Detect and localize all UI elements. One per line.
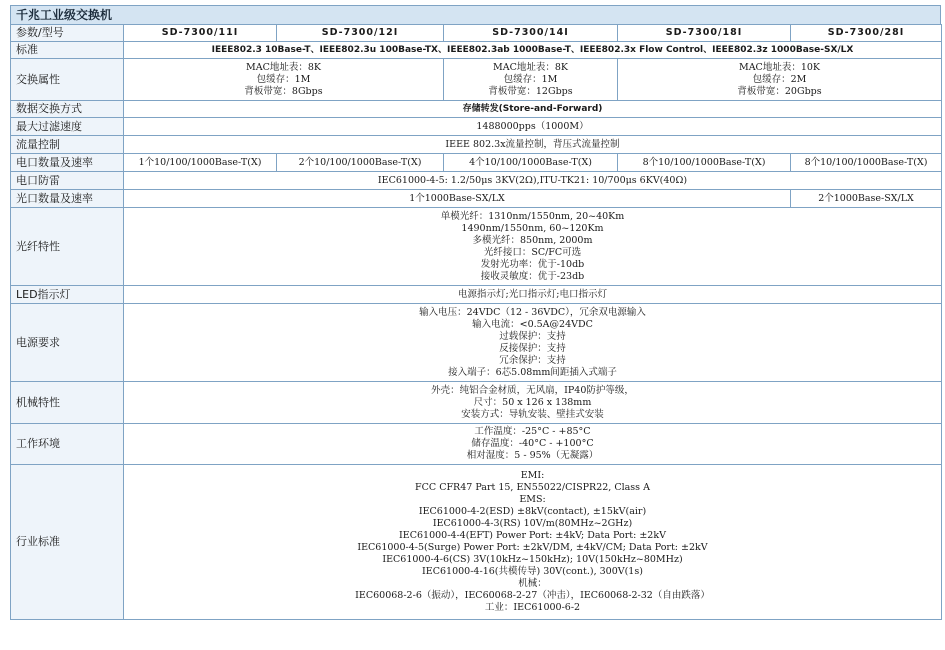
industry-line: EMS: <box>519 494 546 505</box>
row-label: 流量控制 <box>11 136 124 154</box>
fiber-line: 1490nm/1550nm, 60~120Km <box>461 222 604 234</box>
row-label: 光口数量及速率 <box>11 190 124 208</box>
header-row <box>11 25 942 42</box>
switching-line: 背板带宽：20Gbps <box>737 85 822 97</box>
lightning-value: IEC61000-4-5: 1.2/50μs 3KV(2Ω),ITU-TK21: 10/700μs 6KV(40Ω) <box>124 172 942 190</box>
electric-ports-value: 8个10/100/1000Base-T(X) <box>791 154 942 172</box>
switching-cell <box>618 59 942 101</box>
switching-line: MAC地址表：8K <box>493 61 568 73</box>
filter-speed-value: 1488000pps（1000M） <box>124 118 942 136</box>
electric-ports-value: 4个10/100/1000Base-T(X) <box>444 154 618 172</box>
row-label: 电口数量及速率 <box>11 154 124 172</box>
switching-cell <box>444 59 618 101</box>
switching-line: 背板带宽：12Gbps <box>488 85 573 97</box>
row-label: 机械特性 <box>11 382 124 424</box>
switching-line: 包缓存：1M <box>256 73 311 85</box>
power-cell <box>124 304 942 382</box>
row-label: 工作环境 <box>11 424 124 465</box>
industry-line: 机械： <box>518 578 547 589</box>
industry-line: IEC61000-4-2(ESD) ±8kV(contact), ±15kV(air) <box>418 506 647 517</box>
led-value: 电源指示灯;光口指示灯;电口指示灯 <box>124 286 942 304</box>
industry-cell <box>124 465 942 620</box>
switching-line: MAC地址表：8K <box>246 61 321 73</box>
model-header: SD-7300/12I <box>277 25 444 42</box>
standard-value: IEEE802.3 10Base-T、IEEE802.3u 100Base-TX、IEEE802.3ab 1000Base-T、IEEE802.3x Flow Control、IEEE802.3z 1000Base-SX/LX <box>124 42 942 59</box>
switching-line: 包缓存：1M <box>503 73 558 85</box>
electric-ports-value: 2个10/100/1000Base-T(X) <box>277 154 444 172</box>
fiber-line: 多模光纤：850nm, 2000m <box>472 234 593 246</box>
row-optical-ports <box>11 190 942 208</box>
row-label: 电口防雷 <box>11 172 124 190</box>
industry-line: IEC60068-2-6（振动），IEC60068-2-27（冲击），IEC60068-2-32（自由跌落） <box>355 590 710 601</box>
row-label: 行业标准 <box>11 465 124 620</box>
row-flow-control <box>11 136 942 154</box>
industry-line: IEC61000-4-6(CS) 3V(10kHz~150kHz); 10V(150kHz~80MHz) <box>382 554 683 565</box>
fiber-line: 接收灵敏度：优于-23db <box>480 270 585 282</box>
switching-line: MAC地址表：10K <box>738 61 821 73</box>
industry-line: IEC61000-4-4(EFT) Power Port: ±4kV; Data Port: ±2kV <box>399 530 666 541</box>
row-switching <box>11 59 942 101</box>
row-electric-ports <box>11 154 942 172</box>
power-line: 输入电压：24VDC（12 - 36VDC），冗余双电源输入 <box>419 306 646 318</box>
header-label: 参数/型号 <box>11 25 124 42</box>
spec-sheet <box>10 5 941 620</box>
mechanical-line: 外壳：纯铝合金材质，无风扇，IP40防护等级， <box>431 384 634 396</box>
row-mechanical <box>11 382 942 424</box>
row-label: 最大过滤速度 <box>11 118 124 136</box>
environment-line: 工作温度：-25°C - +85°C <box>474 426 591 437</box>
industry-line: IEC61000-4-3(RS) 10V/m(80MHz~2GHz) <box>432 518 633 529</box>
model-header: SD-7300/18I <box>618 25 791 42</box>
model-header: SD-7300/11I <box>124 25 277 42</box>
row-standard <box>11 42 942 59</box>
row-led <box>11 286 942 304</box>
power-line: 冗余保护：支持 <box>499 354 566 366</box>
electric-ports-value: 8个10/100/1000Base-T(X) <box>618 154 791 172</box>
power-line: 输入电流：<0.5A@24VDC <box>472 318 593 330</box>
row-label: 光纤特性 <box>11 208 124 286</box>
mechanical-line: 尺寸：50 x 126 x 138mm <box>473 396 592 408</box>
power-line: 接入端子：6芯5.08mm间距插入式端子 <box>448 366 617 378</box>
fiber-line: 光纤接口：SC/FC可选 <box>483 246 582 258</box>
row-label: 交换属性 <box>11 59 124 101</box>
switching-line: 包缓存：2M <box>752 73 807 85</box>
environment-line: 储存温度：-40°C - +100°C <box>471 438 594 449</box>
flow-control-value: IEEE 802.3x流量控制，背压式流量控制 <box>124 136 942 154</box>
fiber-line: 发射光功率：优于-10db <box>480 258 585 270</box>
row-industry <box>11 465 942 620</box>
electric-ports-value: 1个10/100/1000Base-T(X) <box>124 154 277 172</box>
mechanical-cell <box>124 382 942 424</box>
row-fiber <box>11 208 942 286</box>
power-line: 过载保护：支持 <box>499 330 566 342</box>
row-lightning <box>11 172 942 190</box>
row-label: 数据交换方式 <box>11 101 124 118</box>
industry-line: 工业：IEC61000-6-2 <box>484 602 581 613</box>
row-label: 电源要求 <box>11 304 124 382</box>
row-power <box>11 304 942 382</box>
industry-line: EMI: <box>520 470 545 481</box>
industry-line: FCC CFR47 Part 15, EN55022/CISPR22, Class A <box>415 482 650 493</box>
mechanical-line: 安装方式：导轨安装、壁挂式安装 <box>461 408 604 420</box>
model-header: SD-7300/14I <box>444 25 618 42</box>
industry-line: IEC61000-4-5(Surge) Power Port: ±2kV/DM, ±4kV/CM; Data Port: ±2kV <box>357 542 708 553</box>
environment-line: 相对湿度：5 - 95%（无凝露） <box>466 450 599 461</box>
row-label: 标准 <box>11 42 124 59</box>
spec-table <box>10 24 942 620</box>
power-line: 反接保护：支持 <box>499 342 566 354</box>
row-exchange-mode <box>11 101 942 118</box>
row-label: LED指示灯 <box>11 286 124 304</box>
switching-cell <box>124 59 444 101</box>
row-environment <box>11 424 942 465</box>
fiber-line: 单模光纤：1310nm/1550nm, 20~40Km <box>440 210 625 222</box>
fiber-cell <box>124 208 942 286</box>
exchange-mode-value: 存储转发(Store-and-Forward) <box>124 101 942 118</box>
optical-ports-value: 1个1000Base-SX/LX <box>124 190 791 208</box>
row-filter-speed <box>11 118 942 136</box>
environment-cell <box>124 424 942 465</box>
optical-ports-value: 2个1000Base-SX/LX <box>791 190 942 208</box>
switching-line: 背板带宽：8Gbps <box>244 85 323 97</box>
table-title: 千兆工业级交换机 <box>10 5 941 24</box>
industry-line: IEC61000-4-16(共模传导) 30V(cont.), 300V(1s) <box>422 566 643 577</box>
model-header: SD-7300/28I <box>791 25 942 42</box>
